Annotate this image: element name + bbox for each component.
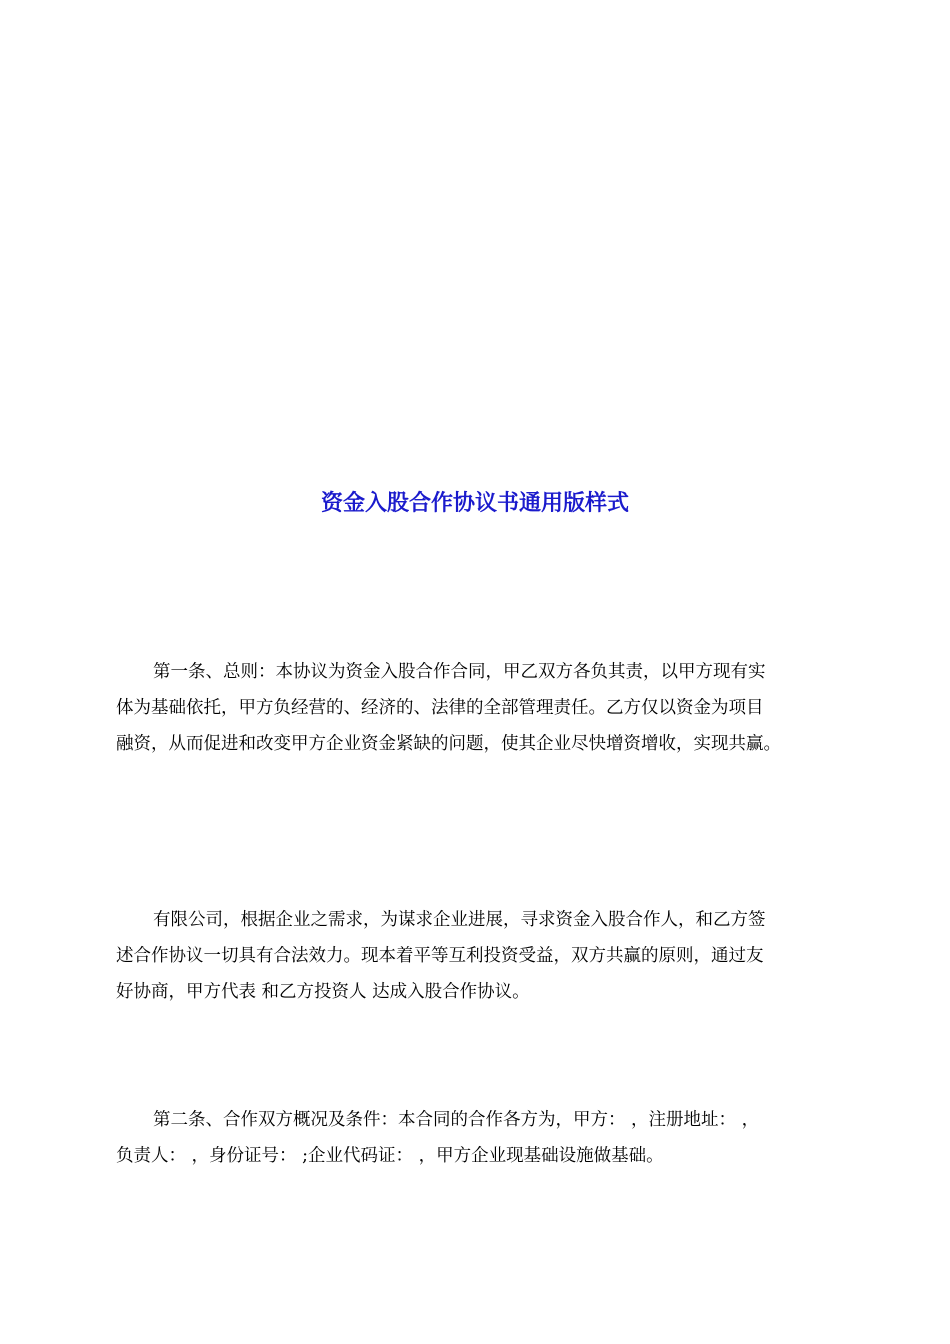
paragraph-line: 述合作协议一切具有合法效力。现本着平等互利投资受益，双方共赢的原则，通过友 [116,946,764,966]
paragraph-line: 好协商，甲方代表 和乙方投资人 达成入股合作协议。 [116,982,530,1002]
paragraph-line: 负责人： ，身份证号： ;企业代码证： ，甲方企业现基础设施做基础。 [116,1146,664,1166]
paragraph-parties-overview [116,1102,836,1174]
paragraph-line: 体为基础依托，甲方负经营的、经济的、法律的全部管理责任。乙方仅以资金为项目 [116,698,764,718]
document-title: 资金入股合作协议书通用版样式 [320,490,629,516]
paragraph-line: 第二条、合作双方概况及条件：本合同的合作各方为，甲方： ，注册地址： ， [153,1110,760,1130]
paragraph-company-intro [116,902,836,1010]
paragraph-general-provisions [116,654,836,762]
paragraph-line: 融资，从而促进和改变甲方企业资金紧缺的问题，使其企业尽快增资增收，实现共赢。 [116,734,781,754]
paragraph-line: 有限公司，根据企业之需求，为谋求企业进展，寻求资金入股合作人，和乙方签 [153,910,766,930]
paragraph-line: 第一条、总则：本协议为资金入股合作合同，甲乙双方各负其责，以甲方现有实 [153,662,766,682]
